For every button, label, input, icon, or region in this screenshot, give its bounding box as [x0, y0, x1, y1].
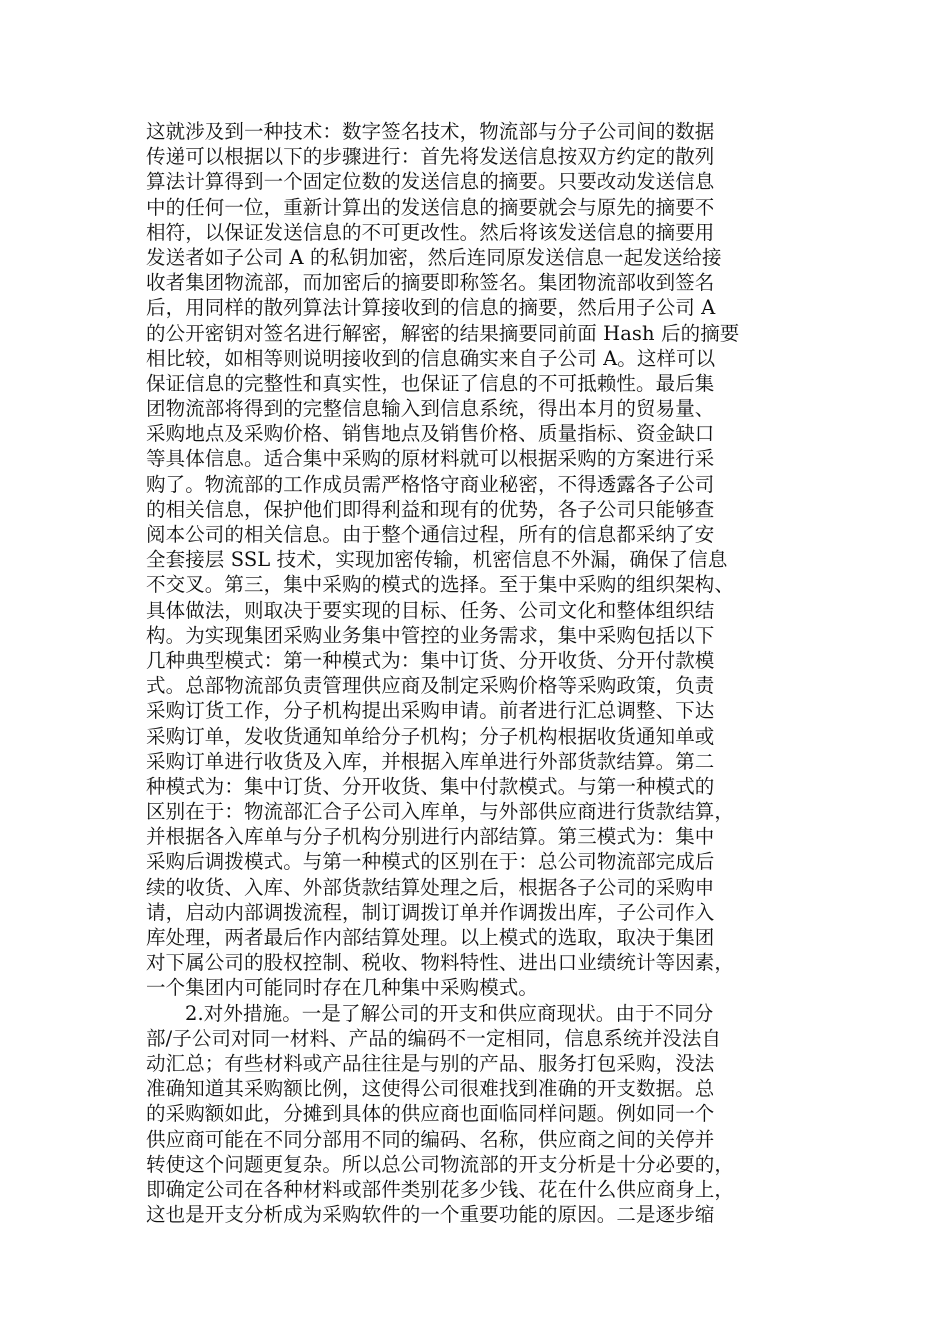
text-line: 准确知道其采购额比例，这使得公司很难找到准确的开支数据。总	[146, 1077, 715, 1101]
text-line: 采购订单进行收货及入库，并根据入库单进行外部货款结算。第二	[146, 749, 715, 773]
text-line: 转使这个问题更复杂。所以总公司物流部的开支分析是十分必要的，	[146, 1152, 735, 1176]
text-line: 的公开密钥对签名进行解密，解密的结果摘要同前面 Hash 后的摘要	[146, 321, 740, 345]
text-line: 这就涉及到一种技术：数字签名技术，物流部与分子公司间的数据	[146, 120, 715, 143]
text-line: 对下属公司的股权控制、税收、物料特性、进出口业绩统计等因素，	[146, 951, 735, 975]
text-line: 传递可以根据以下的步骤进行：首先将发送信息按双方约定的散列	[146, 145, 715, 169]
text-line: 的采购额如此，分摊到具体的供应商也面临同样问题。例如同一个	[146, 1102, 715, 1126]
text-line: 后，用同样的散列算法计算接收到的信息的摘要，然后用子公司 A	[146, 296, 716, 320]
text-line: 采购订货工作，分子机构提出采购申请。前者进行汇总调整、下达	[146, 699, 715, 723]
text-line: 中的任何一位，重新计算出的发送信息的摘要就会与原先的摘要不	[146, 195, 715, 219]
text-line: 式。总部物流部负责管理供应商及制定采购价格等采购政策，负责	[146, 674, 715, 698]
text-line: 购了。物流部的工作成员需严格恪守商业秘密，不得透露各子公司	[146, 472, 715, 496]
text-line: 采购订单，发收货通知单给分子机构；分子机构根据收货通知单或	[146, 724, 715, 748]
text-line: 供应商可能在不同分部用不同的编码、名称，供应商之间的关停并	[146, 1127, 715, 1151]
text-line: 的相关信息，保护他们即得利益和现有的优势，各子公司只能够查	[146, 497, 715, 521]
text-line: 即确定公司在各种材料或部件类别花多少钱、花在什么供应商身上，	[146, 1177, 735, 1201]
text-line: 几种典型模式：第一种模式为：集中订货、分开收货、分开付款模	[146, 648, 715, 672]
text-line: 具体做法，则取决于要实现的目标、任务、公司文化和整体组织结	[146, 598, 715, 622]
text-line: 相符，以保证发送信息的不可更改性。然后将该发送信息的摘要用	[146, 220, 715, 244]
text-line: 续的收货、入库、外部货款结算处理之后，根据各子公司的采购申	[146, 875, 715, 899]
text-line: 区别在于：物流部汇合子公司入库单，与外部供应商进行货款结算，	[146, 800, 735, 824]
text-line: 这也是开支分析成为采购软件的一个重要功能的原因。二是逐步缩	[146, 1203, 715, 1227]
paragraph-2	[146, 1001, 826, 1228]
text-line: 种模式为：集中订货、分开收货、集中付款模式。与第一种模式的	[146, 774, 715, 798]
text-line: 发送者如子公司 A 的私钥加密，然后连同原发送信息一起发送给接	[146, 245, 722, 269]
text-line: 一个集团内可能同时存在几种集中采购模式。	[146, 976, 539, 1000]
text-line: 阅本公司的相关信息。由于整个通信过程，所有的信息都采纳了安	[146, 523, 715, 546]
text-line: 构。为实现集团采购业务集中管控的业务需求，集中采购包括以下	[146, 623, 715, 647]
text-line: 相比较，如相等则说明接收到的信息确实来自子公司 A。这样可以	[146, 346, 716, 370]
body-text	[146, 119, 826, 1227]
text-line: 动汇总；有些材料或产品往往是与别的产品、服务打包采购，没法	[146, 1051, 715, 1075]
text-line: 部/子公司对同一材料、产品的编码不一定相同，信息系统并没法自	[146, 1026, 722, 1050]
text-line: 采购地点及采购价格、销售地点及销售价格、质量指标、资金缺口	[146, 422, 715, 446]
paragraph-1	[146, 119, 826, 1001]
text-line: 等具体信息。适合集中采购的原材料就可以根据采购的方案进行采	[146, 447, 715, 471]
text-line: 请，启动内部调拨流程，制订调拨订单并作调拨出库，子公司作入	[146, 900, 715, 924]
text-line: 2.对外措施。一是了解公司的开支和供应商现状。由于不同分	[185, 1001, 714, 1025]
text-line: 不交叉。第三，集中采购的模式的选择。至于集中采购的组织架构、	[146, 573, 735, 597]
text-line: 并根据各入库单与分子机构分别进行内部结算。第三模式为：集中	[146, 825, 715, 849]
text-line: 保证信息的完整性和真实性，也保证了信息的不可抵赖性。最后集	[146, 371, 715, 395]
text-line: 团物流部将得到的完整信息输入到信息系统，得出本月的贸易量、	[146, 397, 715, 421]
text-line: 库处理，两者最后作内部结算处理。以上模式的选取，取决于集团	[146, 926, 715, 949]
text-line: 全套接层 SSL 技术，实现加密传输，机密信息不外漏，确保了信息	[146, 548, 728, 572]
text-line: 算法计算得到一个固定位数的发送信息的摘要。只要改动发送信息	[146, 170, 715, 194]
text-line: 收者集团物流部，而加密后的摘要即称签名。集团物流部收到签名	[146, 271, 715, 295]
text-line: 采购后调拨模式。与第一种模式的区别在于：总公司物流部完成后	[146, 850, 715, 874]
